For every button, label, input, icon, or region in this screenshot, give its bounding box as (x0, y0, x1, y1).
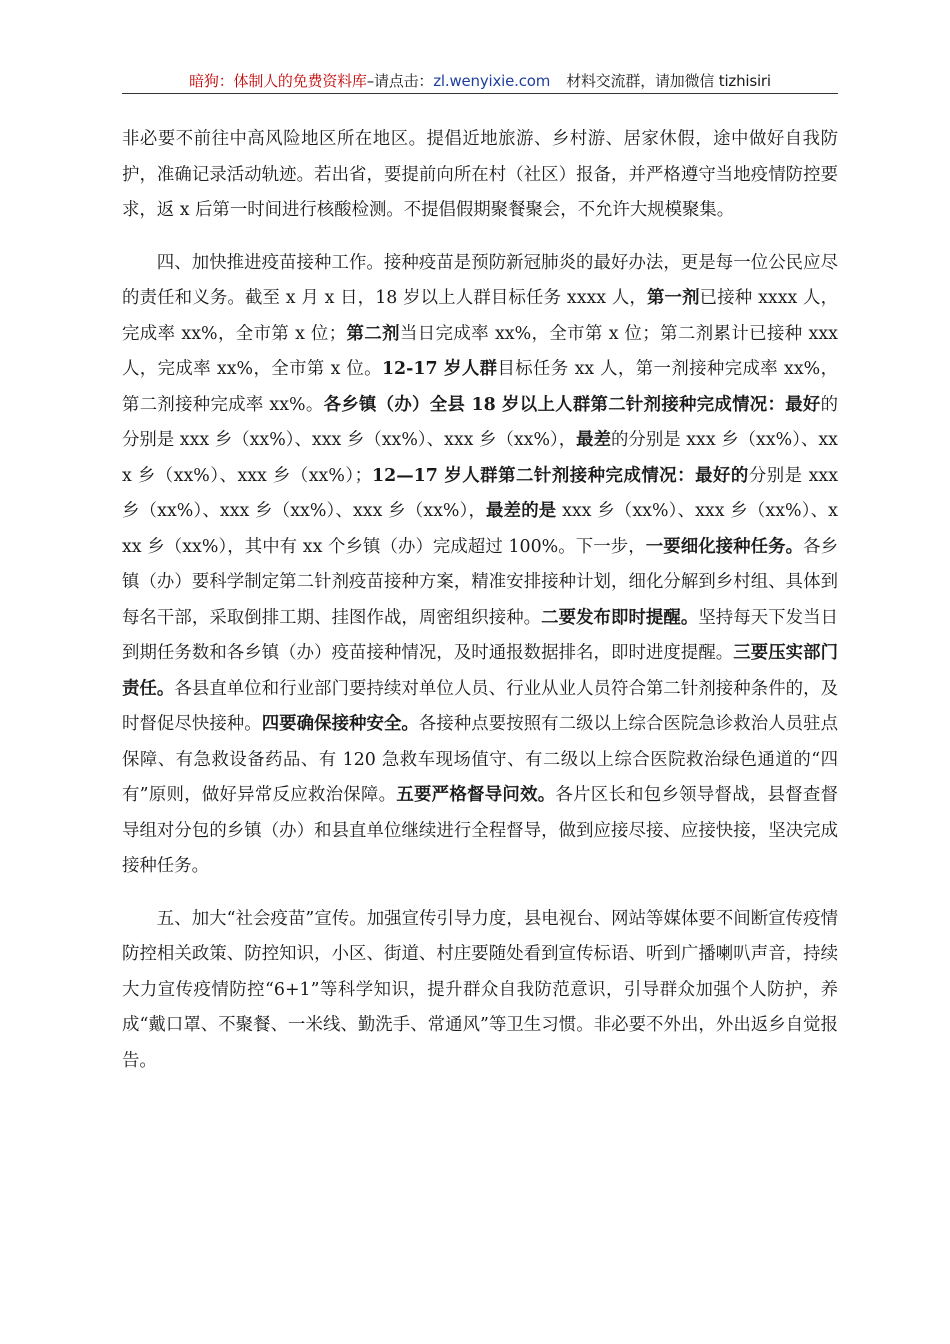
header-wechat-note: 材料交流群，请加微信 tizhisiri (566, 72, 771, 90)
text-run: 四、加快推进疫苗接种工作。接种疫苗是预防新冠肺炎的最好办法，更是每一位公民应尽的责任和义务。截至 x 月 x 日，18 岁以上人群目标任务 xxxx 人， (122, 252, 838, 308)
text-run: xxx 乡（xx%）、xxx 乡（xx%）、xxx 乡（xx%），其中有 xx 个乡镇（办）完成超过 100%。下一步， (122, 501, 838, 557)
bold-text-run: 五要严格督导问效。 (396, 785, 556, 805)
header-url-link[interactable]: zl.wenyixie.com (433, 72, 551, 90)
paragraph-continuation (122, 122, 838, 229)
text-run: 目标任务 xx 人，第一剂接种完成率 xx%，第二剂接种完成率 xx%。 (122, 359, 838, 415)
text-run: 各县直单位和行业部门要持续对单位人员、行业从业人员符合第二针剂接种条件的，及时督促尽快接种。 (122, 678, 838, 734)
text-run: 坚持每天下发当日到期任务数和各乡镇（办）疫苗接种情况，及时通报数据排名，即时进度提醒。 (122, 607, 838, 663)
bold-text-run: 第一剂 (646, 288, 700, 308)
paragraph-vaccination (122, 246, 838, 885)
text-run: 的分别是 xxx 乡（xx%）、xxx 乡（xx%）、xxx 乡（xx%）； (122, 430, 838, 486)
header-click-label: –请点击： (366, 72, 434, 90)
page-header (122, 70, 838, 92)
text-run: 已接种 xxxx 人，完成率 xx%，全市第 x 位； (122, 288, 838, 344)
text-run: 各乡镇（办）要科学制定第二针剂疫苗接种方案，精准安排接种计划，细化分解到乡村组、具体到每名干部，采取倒排工期、挂图作战，周密组织接种。 (122, 536, 838, 628)
text-run: 非必要不前往中高风险地区所在地区。提倡近地旅游、乡村游、居家休假，途中做好自我防护，准确记录活动轨迹。若出省，要提前向所在村（社区）报备，并严格遵守当地疫情防控要求，返 x 后第一时间进行核酸检测。不提倡假期聚餐聚会，不允许大规模聚集。 (122, 129, 838, 220)
bold-text-run: 12—17 岁人群第二针剂接种完成情况：最好的 (372, 465, 749, 486)
paragraph-publicity (122, 902, 838, 1080)
text-run: 当日完成率 xx%，全市第 x 位；第二剂累计已接种 xxx 人，完成率 xx%，全市第 x 位。 (122, 323, 838, 379)
bold-text-run: 四要确保接种安全。 (261, 714, 419, 734)
text-run: 五、加大“社会疫苗”宣传。加强宣传引导力度，县电视台、网站等媒体要不间断宣传疫情防控相关政策、防控知识，小区、街道、村庄要随处看到宣传标语、听到广播喇叭声音，持续大力宣传疫情防控“6+1”等科学知识，提升群众自我防范意识，引导群众加强个人防护，养成“戴口罩、不聚餐、一米线、勤洗手、常通风”等卫生习惯。非必要不外出，外出返乡自觉报告。 (122, 908, 838, 1071)
header-divider (122, 93, 838, 94)
bold-text-run: 最差的是 (486, 501, 557, 521)
text-run: 的分别是 xxx 乡（xx%）、xxx 乡（xx%）、xxx 乡（xx%）， (122, 394, 838, 450)
bold-text-run: 三要压实部门责任。 (122, 643, 838, 699)
text-run: 各片区长和包乡领导督战，县督查督导组对分包的乡镇（办）和县直单位继续进行全程督导，做到应接尽接、应接快接，坚决完成接种任务。 (122, 785, 838, 876)
bold-text-run: 第二剂 (346, 323, 400, 344)
document-body (122, 122, 838, 1079)
bold-text-run: 各乡镇（办）全县 18 岁以上人群第二针剂接种完成情况：最好 (323, 394, 821, 415)
text-run: 分别是 xxx 乡（xx%）、xxx 乡（xx%）、xxx 乡（xx%）， (122, 465, 839, 521)
bold-text-run: 12-17 岁人群 (381, 359, 498, 379)
bold-text-run: 最差 (576, 430, 612, 450)
bold-text-run: 二要发布即时提醒。 (541, 607, 699, 628)
text-run: 各接种点要按照有二级以上综合医院急诊救治人员驻点保障、有急救设备药品、有 120 急救车现场值守、有二级以上综合医院救治绿色通道的“四有”原则，做好异常反应救治保障。 (122, 714, 838, 805)
bold-text-run: 一要细化接种任务。 (645, 536, 804, 557)
header-brand: 暗狗：体制人的免费资料库 (189, 72, 367, 90)
